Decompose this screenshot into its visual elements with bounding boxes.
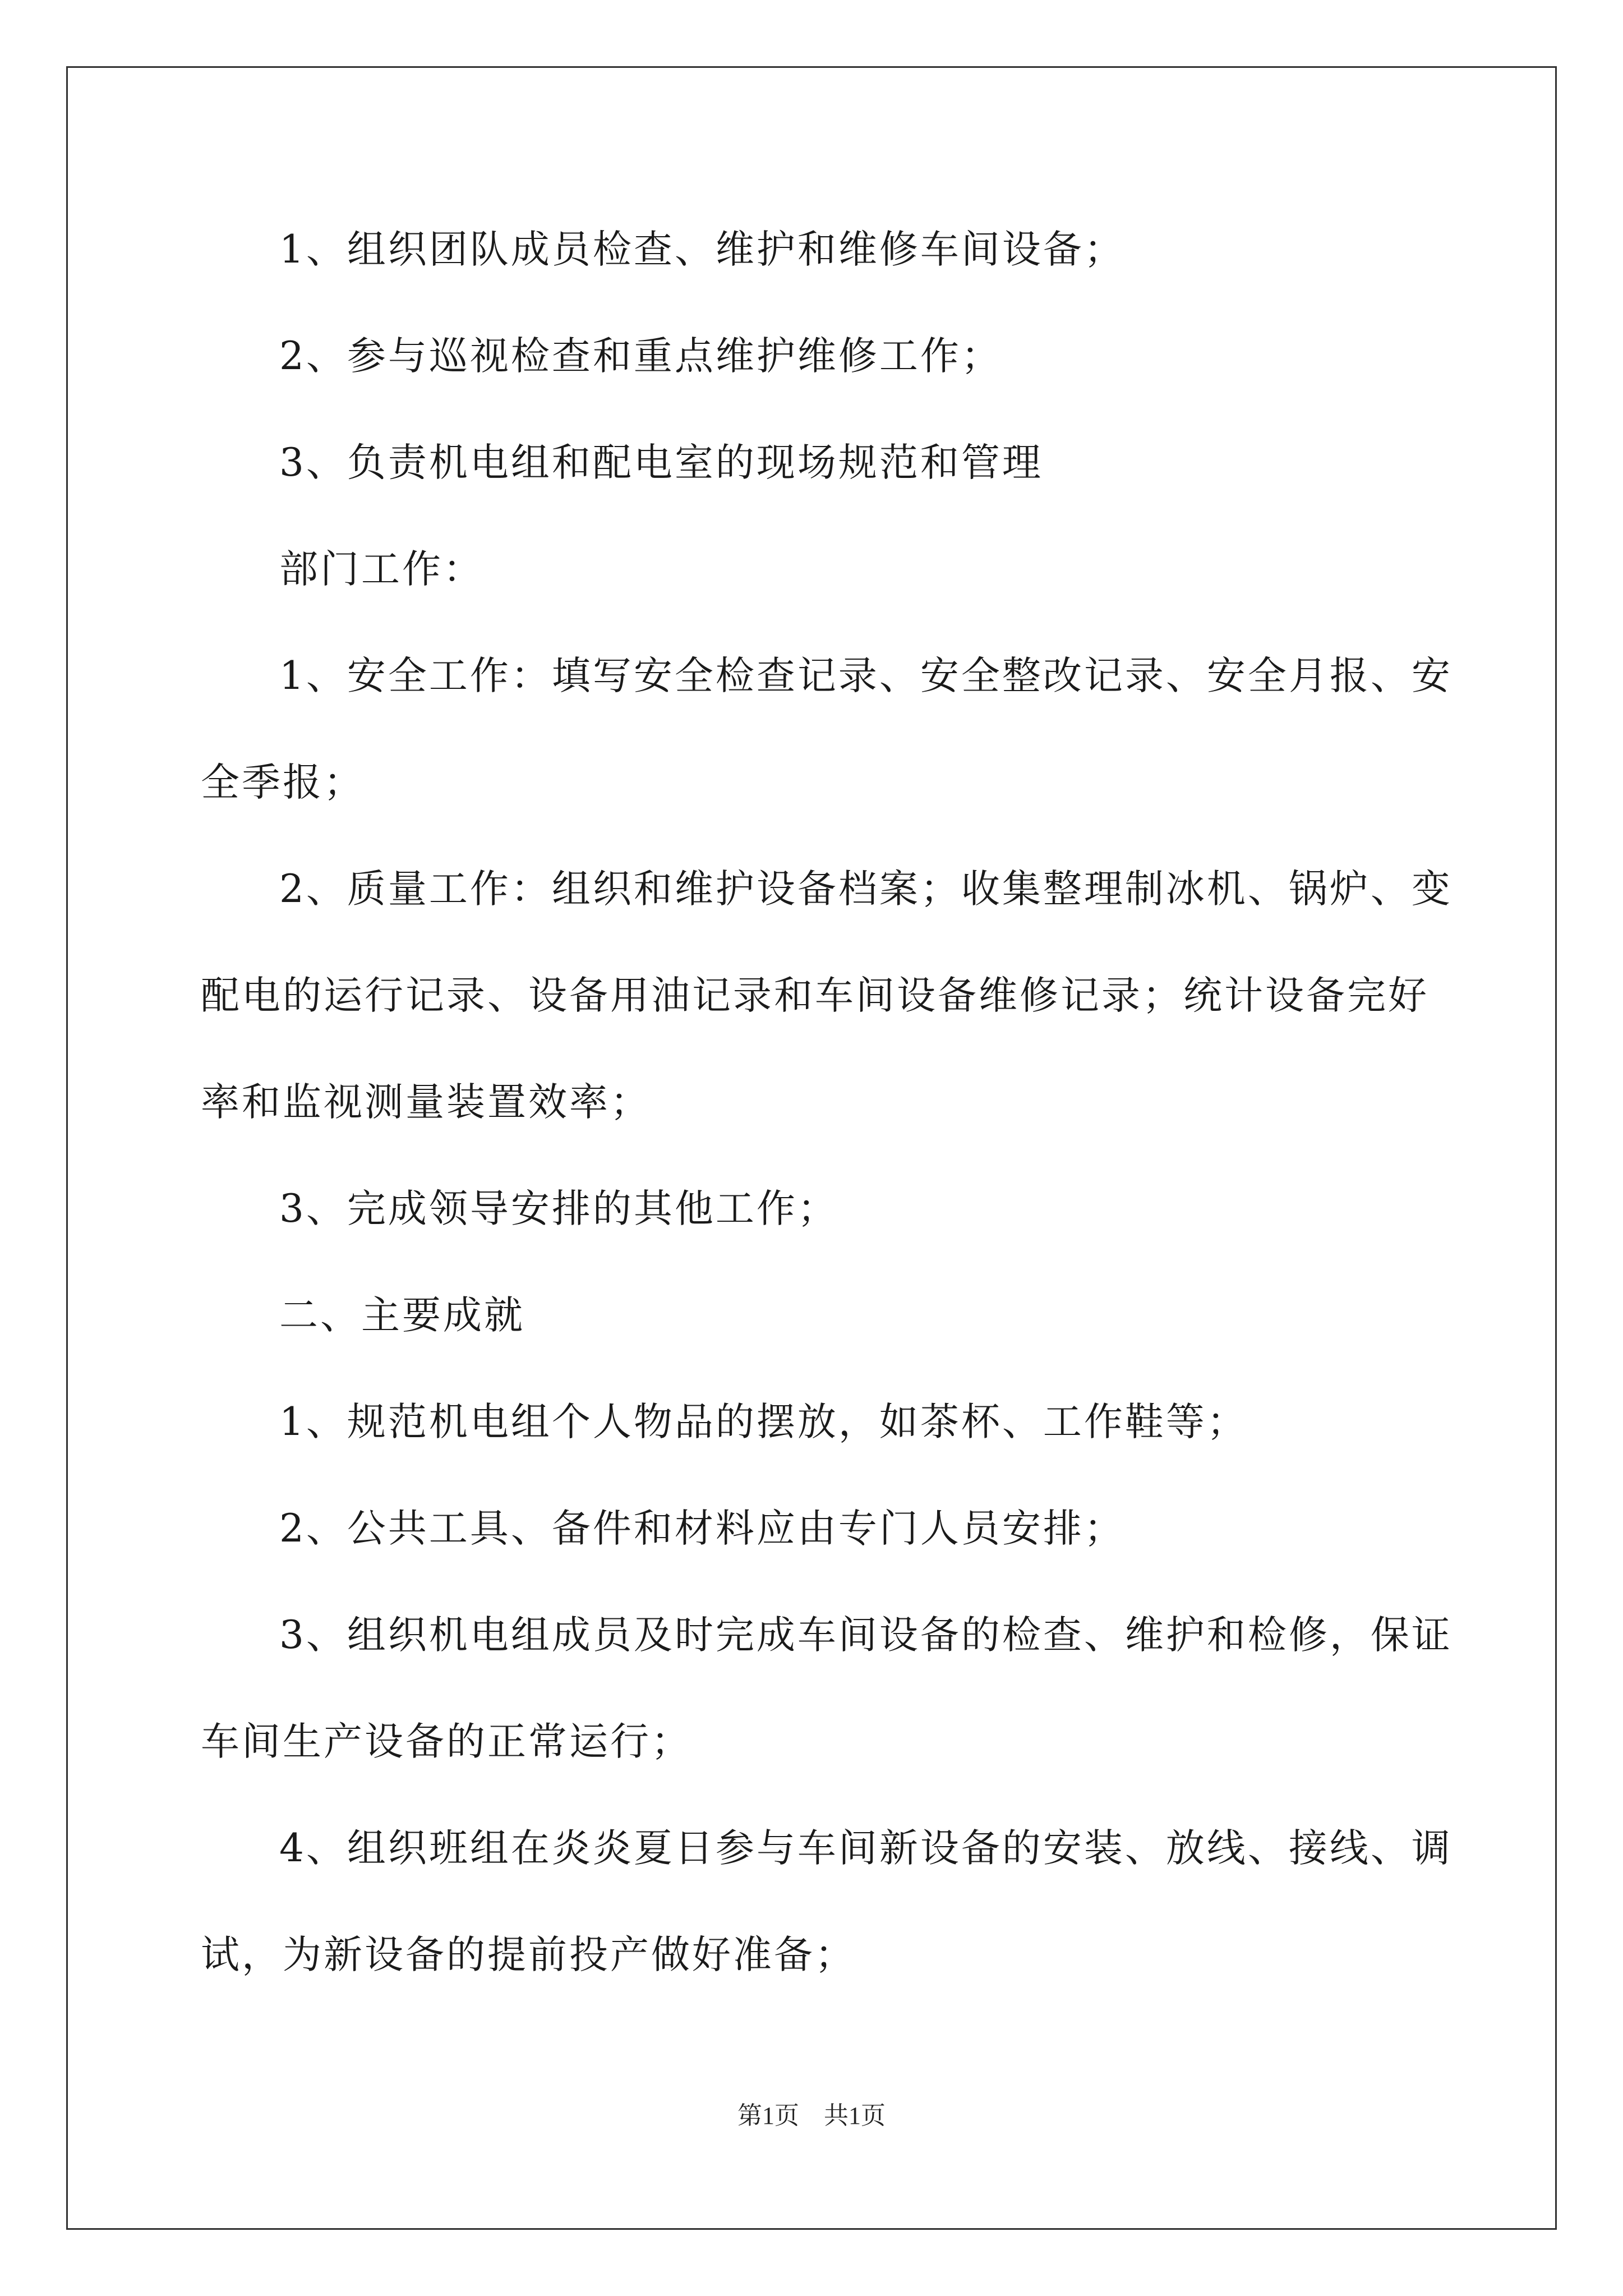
paragraph-line: 2、参与巡视检查和重点维护维修工作； [279,334,1002,379]
page-border [66,66,1557,2230]
paragraph-line: 2、质量工作：组织和维护设备档案；收集整理制冰机、锅炉、变 [279,867,1453,912]
paragraph-line: 1、安全工作：填写安全检查记录、安全整改记录、安全月报、安 [279,654,1453,698]
paragraph-line: 车间生产设备的正常运行； [201,1719,692,1764]
paragraph-line: 4、组织班组在炎炎夏日参与车间新设备的安装、放线、接线、调 [279,1826,1453,1871]
paragraph-line: 1、组织团队成员检查、维护和维修车间设备； [279,227,1125,272]
page-footer: 第1页 共1页 [737,2102,886,2129]
paragraph-line: 3、组织机电组成员及时完成车间设备的检查、维护和检修，保证 [279,1613,1453,1658]
paragraph-line: 3、负责机电组和配电室的现场规范和管理 [279,440,1043,485]
paragraph-line: 试，为新设备的提前投产做好准备； [201,1932,856,1977]
paragraph-line: 2、公共工具、备件和材料应由专门人员安排； [279,1506,1125,1551]
section-heading: 二、主要成就 [279,1293,525,1338]
paragraph-line: 1、规范机电组个人物品的摆放，如茶杯、工作鞋等； [279,1400,1248,1444]
section-heading: 部门工作： [279,547,484,592]
paragraph-line: 配电的运行记录、设备用油记录和车间设备维修记录；统计设备完好 [201,973,1429,1018]
paragraph-line: 3、完成领导安排的其他工作； [279,1186,838,1231]
paragraph-line: 全季报； [201,760,365,805]
paragraph-line: 率和监视测量装置效率； [201,1080,651,1125]
